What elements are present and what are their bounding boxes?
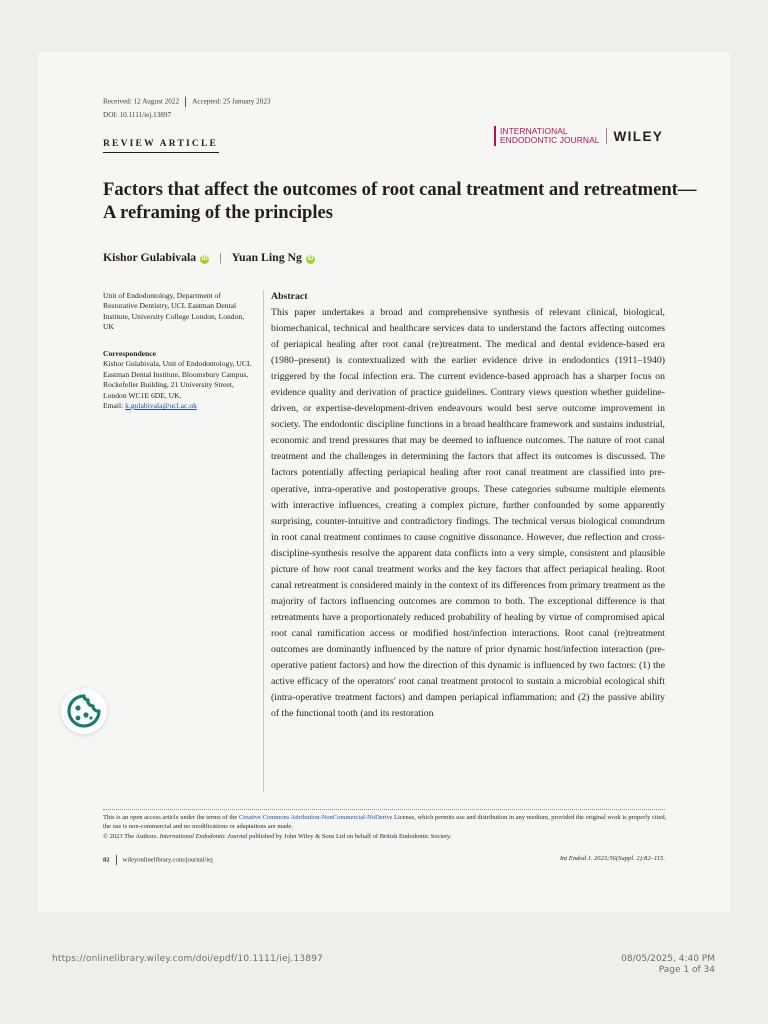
orcid-icon[interactable]: iD	[307, 256, 314, 262]
cookie-settings-button[interactable]	[61, 688, 107, 734]
affiliation: Unit of Endodontology, Department of Restorative Dentistry, UCL Eastman Dental Institute, University College London, London, UK	[103, 291, 245, 332]
footer-separator	[116, 855, 117, 865]
abstract-text: This paper undertakes a broad and comprehensive synthesis of relevant clinical, biological, biomechanical, technical and healthcare services data to understand the factors affecting outcomes of periapical healing after root canal (re)treatment. The medical and dental evidence-based era (1980–present) is contextualized with the earlier evidence drive in endodontics (1911–1940) triggered by the focal infection era. The current evidence-based approach has a sharper focus on evidence quality and derivation of practice guidelines. Contrary views question whether guideline-driven, or expertise-development-driven endeavours would best serve outcome improvement in society. The endodontic discipline functions in a broad healthcare framework and sustains industrial, economic and trend pressures that may be deemed to influence outcomes. The nature of root canal treatment and the challenges in determining the factors that affect its outcomes is discussed. The factors potentially affecting periapical healing after root canal treatment are classified into pre-operative, intra-operative and postoperative groups. These categories subsume multiple elements with interactive influences, creating a complex picture, further confounded by some apparently surprising, counter-intuitive and contradictory findings. The technical versus biological conundrum in root canal treatment continues to cause cognitive dissonance. However, due reflection and cross-discipline-synthesis resolve the apparent data conflicts into a very simple, consistent and plausible picture of how root canal treatment works and the key factors that affect periapical healing. Root canal retreatment is considered mainly in the context of its differences from primary treatment as the majority of factors influencing outcomes are common to both. The exceptional difference is that retreatments have a proportionately reduced probability of healing by virtue of compromised apical root canal ramification access or modified host/infection interactions. Root canal (re)treatment outcomes are dominantly influenced by the nature of prior dynamic host/infection interaction (pre-operative patient factors) and how the direction of this dynamic is influenced by two factors: (1) the active efficacy of the operators' root canal treatment protocol to sustain a microbial ecological shift (intra-operative treatment factors) and dampen periapical inflammation; and (2) the passive ability of the functional tooth (and its restoration	[271, 307, 665, 720]
journal-name-line1: INTERNATIONAL	[500, 126, 568, 136]
received-date: Received: 12 August 2022	[103, 97, 180, 106]
print-url: https://onlinelibrary.wiley.com/doi/epdf/10.1111/iej.13897	[52, 954, 324, 964]
author-separator: |	[219, 250, 222, 264]
page-footer	[103, 855, 665, 865]
cookie-icon	[64, 691, 104, 731]
copyright-text-2: published by John Wiley & Sons Ltd on behalf of British Endodontic Society.	[247, 832, 452, 840]
author-name[interactable]: Yuan Ling Ng	[231, 250, 302, 264]
article-title: Factors that affect the outcomes of root canal treatment and retreatment—A reframing of the principles	[103, 179, 697, 223]
abstract-heading: Abstract	[271, 291, 308, 302]
correspondence-body: Kishor Gulabivala, Unit of Endodontology, UCL Eastman Dental Institute, Bloomsbury Campus, Rockefeller Building, 21 University Street, London WC1E 6DE, UK.	[103, 359, 252, 400]
author-name[interactable]: Kishor Gulabivala	[103, 250, 197, 264]
copyright-journal: International Endodontic Journal	[159, 832, 248, 840]
print-page-count: Page 1 of 34	[658, 965, 715, 975]
correspondence	[103, 349, 255, 411]
correspondence-email	[103, 401, 255, 411]
publisher-logo: WILEY	[613, 128, 664, 144]
license-text-1: This is an open access article under the terms of the	[103, 814, 239, 821]
citation: Int Endod J. 2023;56(Suppl. 2):82–115.	[559, 855, 665, 862]
license-text-2: License, which permits use and distribution in any medium, provided the original work is properly cited, the use is non-commercial and no modifications or adaptations are made.	[103, 814, 667, 831]
print-datetime: 08/05/2025, 4:40 PM	[621, 954, 715, 964]
date-separator	[185, 97, 186, 107]
email-link[interactable]: k.gulabivala@ucl.ac.uk	[125, 401, 197, 411]
license-link[interactable]: Creative Commons Attribution-NonCommercial-NoDerivs	[238, 814, 393, 821]
correspondence-heading: Correspondence	[103, 349, 157, 358]
copyright-text-1: © 2023 The Authors.	[103, 832, 160, 840]
journal-logo-bar	[494, 126, 496, 146]
article-dates	[103, 97, 271, 107]
article-type-rule	[103, 152, 219, 153]
footer-rule	[103, 809, 665, 810]
journal-site[interactable]: wileyonlinelibrary.com/journal/iej	[122, 856, 213, 864]
email-label: Email:	[103, 401, 126, 411]
accepted-date: Accepted: 25 January 2023	[192, 97, 271, 106]
logo-divider	[606, 128, 607, 144]
journal-name	[500, 127, 600, 145]
journal-logo	[494, 125, 663, 147]
article-type: REVIEW ARTICLE	[103, 139, 219, 149]
doi[interactable]: DOI: 10.1111/iej.13897	[103, 111, 172, 119]
journal-name-line2: ENDODONTIC JOURNAL	[500, 135, 600, 145]
license-notice	[103, 813, 673, 841]
author-list	[103, 250, 315, 265]
page-number: 82	[103, 856, 110, 864]
column-divider	[263, 290, 264, 792]
print-stamp	[621, 954, 715, 976]
orcid-icon[interactable]: iD	[201, 256, 208, 262]
